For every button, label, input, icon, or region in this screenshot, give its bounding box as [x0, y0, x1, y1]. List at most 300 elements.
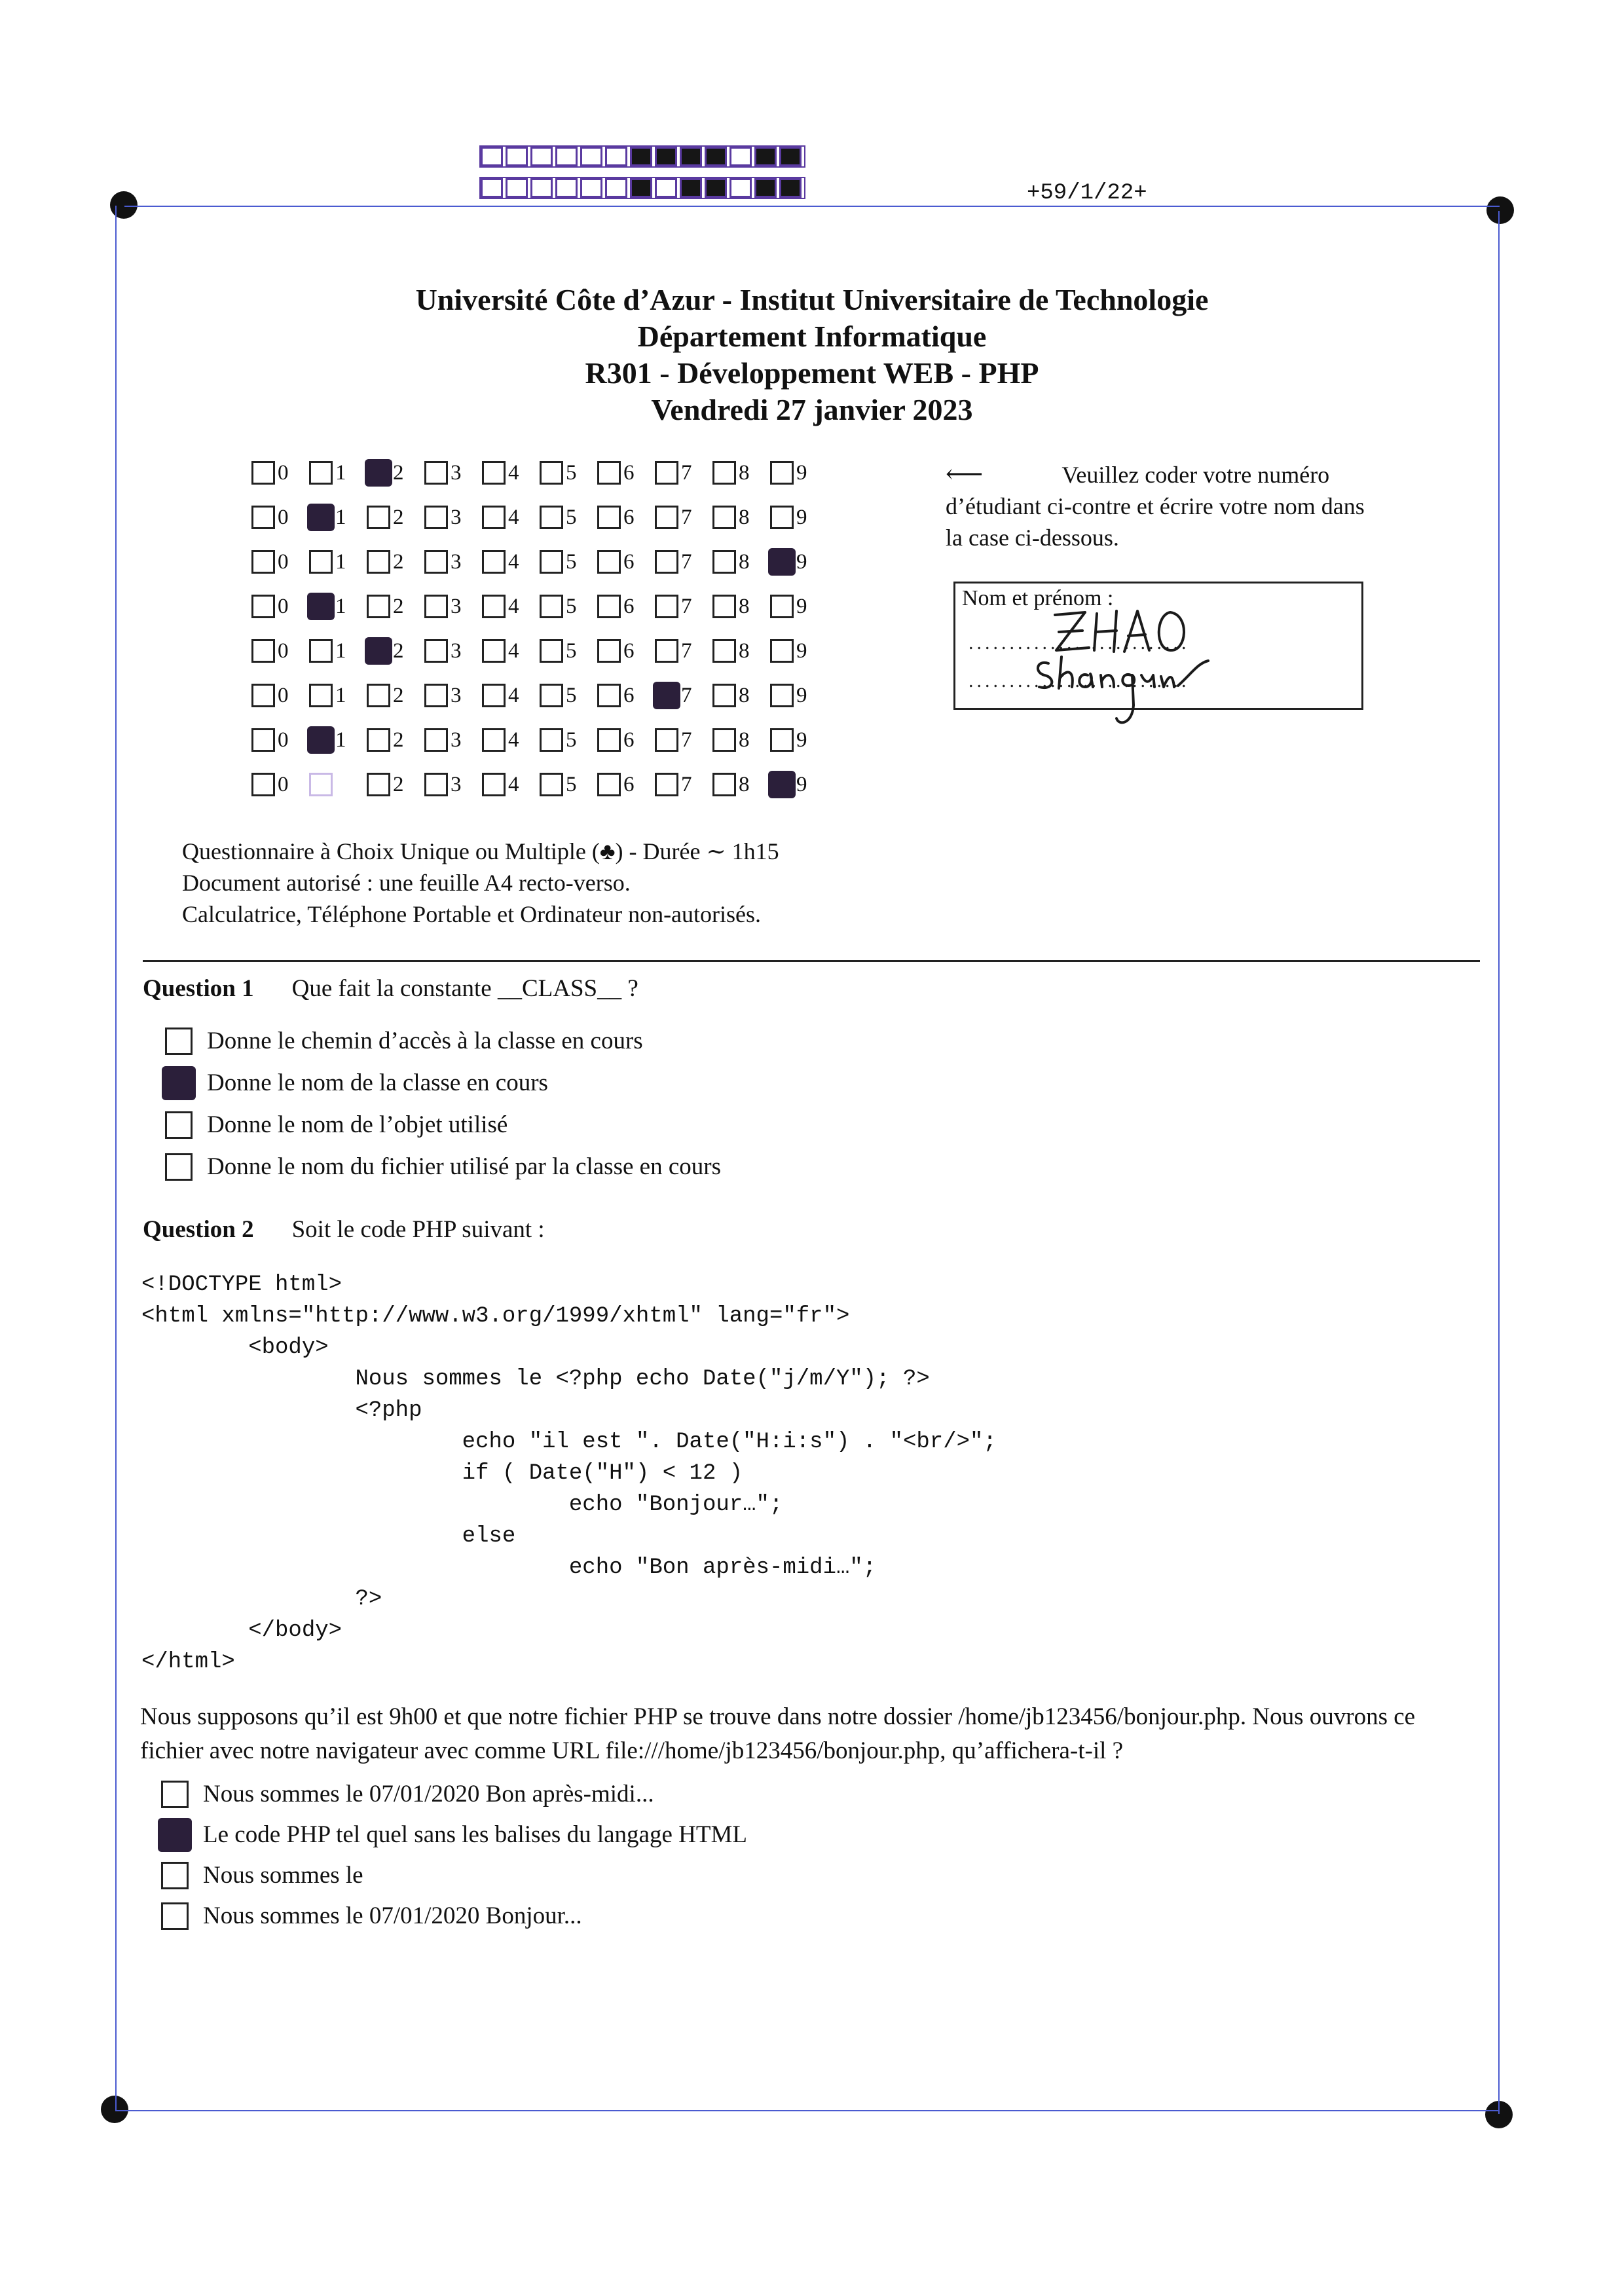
digit-option	[367, 506, 424, 530]
digit-option	[424, 595, 482, 619]
digit-option	[540, 595, 597, 619]
answer-text: Donne le nom du fichier utilisé par la classe en cours	[207, 1153, 721, 1180]
digit-label: 3	[451, 460, 462, 485]
digit-checkbox[interactable]	[597, 728, 621, 752]
digit-label: 4	[508, 549, 519, 574]
digit-label: 0	[278, 594, 289, 618]
frame-left	[115, 206, 117, 2110]
corner-mark-bottom-left	[101, 2096, 128, 2123]
answer-checkbox[interactable]	[161, 1902, 189, 1930]
name-dots-line-1: ...........................	[969, 632, 1190, 654]
digit-label: 8	[739, 594, 750, 618]
digit-checkbox[interactable]	[482, 728, 506, 752]
digit-label: 2	[393, 594, 404, 618]
digit-option	[770, 595, 828, 619]
digit-option	[251, 639, 309, 663]
question-2-label: Question 2	[143, 1216, 254, 1243]
digit-checkbox[interactable]	[540, 550, 563, 574]
digit-checkbox[interactable]	[424, 506, 448, 529]
digit-option	[482, 595, 540, 619]
digit-label: 2	[393, 683, 404, 707]
digit-label: 5	[566, 460, 577, 485]
question-1-title	[143, 974, 638, 1003]
digit-option	[251, 506, 309, 530]
digit-option	[540, 461, 597, 485]
digit-checkbox[interactable]	[309, 595, 333, 618]
digit-checkbox[interactable]	[597, 550, 621, 574]
digit-label: 8	[739, 639, 750, 663]
student-number-instructions	[946, 458, 1378, 553]
digit-option	[251, 595, 309, 619]
digit-option	[770, 773, 828, 797]
digit-option	[251, 684, 309, 708]
digit-label: 9	[796, 549, 807, 574]
digit-option	[540, 639, 597, 663]
digit-label: 0	[278, 549, 289, 574]
digit-option	[655, 773, 712, 797]
digit-option	[482, 684, 540, 708]
digit-option	[597, 684, 655, 708]
digit-checkbox[interactable]	[309, 773, 333, 796]
digit-checkbox[interactable]	[712, 728, 736, 752]
question-2-text: Soit le code PHP suivant :	[291, 1216, 545, 1243]
digit-label: 4	[508, 639, 519, 663]
digit-option	[597, 461, 655, 485]
digit-option	[712, 550, 770, 574]
digit-option	[309, 506, 367, 530]
digit-checkbox[interactable]	[309, 550, 333, 574]
digit-checkbox[interactable]	[251, 639, 275, 663]
digit-checkbox[interactable]	[597, 461, 621, 485]
question-1-text: Que fait la constante __CLASS__ ?	[291, 975, 638, 1002]
php-code-block: <!DOCTYPE html> <html xmlns="http://www.w3.org/1999/xhtml" lang="fr"> <body> Nous sommes le <?php echo Date("j/m/Y"); ?> <?php echo "il est ". Date("H:i:s") . "<br/>"; if ( Date("H") < 12 ) echo "Bonjour…"; else echo "Bon après-midi…"; ?> </body> </html>	[141, 1272, 997, 1675]
digit-option	[712, 684, 770, 708]
digit-option	[367, 728, 424, 752]
digit-checkbox[interactable]	[540, 728, 563, 752]
student-number-grid	[251, 451, 828, 807]
question-2-answer-1[interactable]	[161, 1780, 654, 1808]
digit-label: 5	[566, 772, 577, 796]
digit-label: 6	[623, 594, 635, 618]
digit-checkbox[interactable]	[424, 773, 448, 796]
digit-option	[482, 639, 540, 663]
exam-info-format: Questionnaire à Choix Unique ou Multiple (♣) - Durée ∼ 1h15	[182, 838, 779, 864]
digit-label: 3	[451, 594, 462, 618]
digit-label: 6	[623, 549, 635, 574]
digit-label: 2	[393, 728, 404, 752]
digit-label: 2	[393, 460, 404, 485]
digit-option	[655, 506, 712, 530]
exam-info-documents: Document autorisé : une feuille A4 recto-verso.	[182, 870, 631, 896]
digit-option	[597, 728, 655, 752]
header-course: R301 - Développement WEB - PHP	[585, 356, 1039, 390]
digit-checkbox[interactable]	[367, 728, 390, 752]
digit-checkbox[interactable]	[540, 639, 563, 663]
digit-checkbox[interactable]	[424, 728, 448, 752]
digit-label: 3	[451, 505, 462, 529]
digit-checkbox[interactable]	[540, 773, 563, 796]
question-1-answer-3[interactable]	[165, 1111, 507, 1139]
digit-checkbox[interactable]	[712, 550, 736, 574]
digit-checkbox[interactable]	[251, 506, 275, 529]
digit-label: 8	[739, 772, 750, 796]
digit-option	[770, 639, 828, 663]
digit-option	[424, 773, 482, 797]
answer-text: Donne le nom de la classe en cours	[207, 1069, 548, 1096]
digit-option	[655, 728, 712, 752]
digit-option	[424, 550, 482, 574]
digit-checkbox[interactable]	[424, 684, 448, 707]
digit-label: 3	[451, 549, 462, 574]
handwritten-name-signature	[1001, 595, 1276, 759]
digit-checkbox[interactable]	[712, 506, 736, 529]
digit-label: 1	[335, 505, 346, 529]
answer-text: Nous sommes le	[203, 1862, 363, 1889]
digit-label: 1	[335, 728, 346, 752]
digit-option	[367, 461, 424, 485]
digit-option	[597, 595, 655, 619]
digit-option	[251, 461, 309, 485]
digit-label: 5	[566, 728, 577, 752]
digit-checkbox[interactable]	[367, 684, 390, 707]
digit-label: 6	[623, 728, 635, 752]
digit-option	[655, 639, 712, 663]
digit-checkbox[interactable]	[770, 773, 794, 796]
digit-option	[367, 773, 424, 797]
digit-label: 1	[335, 594, 346, 618]
name-box-label: Nom et prénom :	[962, 586, 1114, 610]
digit-option	[770, 728, 828, 752]
digit-checkbox[interactable]	[712, 595, 736, 618]
digit-checkbox[interactable]	[597, 684, 621, 707]
digit-checkbox[interactable]	[597, 506, 621, 529]
digit-option	[424, 639, 482, 663]
digit-checkbox[interactable]	[770, 595, 794, 618]
digit-checkbox[interactable]	[482, 461, 506, 485]
digit-option	[367, 595, 424, 619]
digit-option	[367, 550, 424, 574]
digit-checkbox[interactable]	[540, 506, 563, 529]
digit-label: 9	[796, 772, 807, 796]
digit-checkbox[interactable]	[712, 461, 736, 485]
digit-checkbox[interactable]	[540, 595, 563, 618]
digit-checkbox[interactable]	[655, 506, 678, 529]
digit-label: 0	[278, 639, 289, 663]
digit-label: 7	[681, 505, 692, 529]
answer-checkbox[interactable]	[161, 1862, 189, 1889]
digit-option	[251, 550, 309, 574]
answer-text: Le code PHP tel quel sans les balises du langage HTML	[203, 1821, 747, 1848]
digit-label: 6	[623, 683, 635, 707]
digit-option	[770, 550, 828, 574]
digit-checkbox[interactable]	[655, 684, 678, 707]
digit-option	[482, 728, 540, 752]
digit-label: 6	[623, 505, 635, 529]
digit-option	[655, 684, 712, 708]
question-1-answer-4[interactable]	[165, 1153, 721, 1181]
digit-option	[770, 684, 828, 708]
digit-checkbox[interactable]	[770, 506, 794, 529]
digit-checkbox[interactable]	[655, 773, 678, 796]
digit-label: 0	[278, 728, 289, 752]
digit-checkbox[interactable]	[367, 595, 390, 618]
digit-checkbox[interactable]	[597, 639, 621, 663]
digit-checkbox[interactable]	[309, 728, 333, 752]
corner-mark-top-right	[1486, 196, 1514, 224]
digit-checkbox[interactable]	[251, 461, 275, 485]
digit-label: 4	[508, 505, 519, 529]
digit-checkbox[interactable]	[424, 639, 448, 663]
page-code: +59/1/22+	[1027, 181, 1147, 206]
digit-label: 5	[566, 594, 577, 618]
digit-option	[540, 773, 597, 797]
digit-checkbox[interactable]	[655, 639, 678, 663]
digit-option	[367, 639, 424, 663]
digit-checkbox[interactable]	[309, 461, 333, 485]
digit-option	[309, 773, 367, 796]
digit-option	[424, 506, 482, 530]
digit-label: 3	[451, 728, 462, 752]
digit-checkbox[interactable]	[309, 684, 333, 707]
digit-checkbox[interactable]	[540, 461, 563, 485]
digit-option	[424, 728, 482, 752]
exam-info-devices: Calculatrice, Téléphone Portable et Ordinateur non-autorisés.	[182, 901, 762, 927]
digit-checkbox[interactable]	[251, 684, 275, 707]
header-university: Université Côte d’Azur - Institut Universitaire de Technologie	[415, 283, 1209, 316]
digit-label: 2	[393, 639, 404, 663]
digit-option	[482, 773, 540, 797]
digit-option	[482, 550, 540, 574]
digit-option	[309, 639, 367, 663]
digit-label: 5	[566, 505, 577, 529]
student-number-row	[251, 495, 828, 540]
digit-checkbox[interactable]	[770, 461, 794, 485]
digit-label: 2	[393, 549, 404, 574]
digit-label: 8	[739, 549, 750, 574]
digit-checkbox[interactable]	[367, 461, 390, 485]
answer-text: Nous sommes le 07/01/2020 Bon après-midi...	[203, 1781, 654, 1807]
digit-option	[655, 461, 712, 485]
digit-label: 7	[681, 549, 692, 574]
digit-checkbox[interactable]	[367, 773, 390, 796]
digit-option	[482, 506, 540, 530]
exam-info	[182, 836, 779, 930]
digit-checkbox[interactable]	[655, 728, 678, 752]
question-2-answer-3[interactable]	[161, 1861, 363, 1889]
question-2-answer-4[interactable]	[161, 1902, 582, 1930]
exam-header	[0, 282, 1624, 428]
digit-label: 7	[681, 728, 692, 752]
digit-checkbox[interactable]	[770, 639, 794, 663]
student-number-row	[251, 584, 828, 629]
digit-checkbox[interactable]	[770, 684, 794, 707]
student-number-row	[251, 540, 828, 584]
digit-checkbox[interactable]	[482, 684, 506, 707]
instructions-text: Veuillez coder votre numéro d’étudiant ci-contre et écrire votre nom dans la case ci-dessous.	[946, 462, 1365, 551]
digit-checkbox[interactable]	[309, 639, 333, 663]
digit-option	[424, 461, 482, 485]
digit-label: 6	[623, 639, 635, 663]
digit-label: 4	[508, 772, 519, 796]
student-number-row	[251, 629, 828, 673]
digit-label: 0	[278, 505, 289, 529]
digit-label: 1	[335, 460, 346, 485]
digit-label: 7	[681, 639, 692, 663]
digit-label: 9	[796, 683, 807, 707]
digit-label: 9	[796, 728, 807, 752]
answer-checkbox[interactable]	[165, 1153, 193, 1181]
digit-checkbox[interactable]	[482, 639, 506, 663]
digit-option	[655, 595, 712, 619]
digit-option	[540, 550, 597, 574]
digit-label: 5	[566, 549, 577, 574]
digit-label: 8	[739, 460, 750, 485]
digit-checkbox[interactable]	[770, 728, 794, 752]
digit-checkbox[interactable]	[482, 550, 506, 574]
digit-option	[309, 595, 367, 619]
header-department: Département Informatique	[637, 320, 987, 353]
digit-checkbox[interactable]	[770, 550, 794, 574]
digit-label: 4	[508, 683, 519, 707]
digit-checkbox[interactable]	[367, 639, 390, 663]
digit-label: 5	[566, 639, 577, 663]
digit-label: 7	[681, 460, 692, 485]
frame-right	[1498, 211, 1500, 2114]
answer-checkbox[interactable]	[161, 1781, 189, 1808]
frame-bottom	[115, 2110, 1498, 2111]
digit-option	[712, 461, 770, 485]
digit-checkbox[interactable]	[655, 595, 678, 618]
digit-checkbox[interactable]	[597, 773, 621, 796]
digit-label: 9	[796, 594, 807, 618]
digit-option	[597, 639, 655, 663]
digit-label: 8	[739, 505, 750, 529]
header-date: Vendredi 27 janvier 2023	[651, 393, 973, 426]
digit-option	[712, 506, 770, 530]
barcode-strip-bottom	[479, 177, 805, 199]
digit-option	[251, 728, 309, 752]
digit-checkbox[interactable]	[424, 595, 448, 618]
digit-checkbox[interactable]	[424, 461, 448, 485]
question-1-answer-2[interactable]	[165, 1069, 548, 1097]
student-number-row	[251, 451, 828, 495]
digit-label: 0	[278, 683, 289, 707]
question-2-title	[143, 1215, 545, 1244]
answer-checkbox[interactable]	[161, 1821, 189, 1849]
question-2-paragraph: Nous supposons qu’il est 9h00 et que notre fichier PHP se trouve dans notre dossier /home/jb123456/bonjour.php. Nous ouvrons ce fichier avec notre navigateur avec comme URL file:///home/jb123456/bonjour.php, qu’affichera-t-il ?	[140, 1703, 1416, 1764]
answer-text: Donne le nom de l’objet utilisé	[207, 1111, 508, 1138]
digit-checkbox[interactable]	[712, 639, 736, 663]
digit-option	[712, 728, 770, 752]
digit-label: 9	[796, 505, 807, 529]
digit-label: 1	[335, 683, 346, 707]
digit-label: 1	[335, 549, 346, 574]
digit-checkbox[interactable]	[597, 595, 621, 618]
digit-option	[770, 506, 828, 530]
digit-option	[309, 461, 367, 485]
digit-label: 9	[796, 639, 807, 663]
digit-label: 3	[451, 772, 462, 796]
digit-checkbox[interactable]	[251, 773, 275, 796]
section-divider	[143, 960, 1480, 962]
left-arrow-icon: ⟵	[946, 459, 984, 489]
answer-text: Nous sommes le 07/01/2020 Bonjour...	[203, 1902, 582, 1929]
digit-checkbox[interactable]	[367, 550, 390, 574]
digit-checkbox[interactable]	[251, 728, 275, 752]
digit-checkbox[interactable]	[424, 550, 448, 574]
digit-checkbox[interactable]	[482, 773, 506, 796]
digit-checkbox[interactable]	[655, 550, 678, 574]
digit-option	[540, 506, 597, 530]
answer-checkbox[interactable]	[165, 1111, 193, 1139]
digit-option	[482, 461, 540, 485]
digit-option	[597, 773, 655, 797]
student-number-row	[251, 718, 828, 762]
digit-label: 4	[508, 728, 519, 752]
digit-label: 2	[393, 505, 404, 529]
digit-checkbox[interactable]	[309, 506, 333, 529]
digit-label: 9	[796, 460, 807, 485]
digit-label: 7	[681, 594, 692, 618]
digit-option	[655, 550, 712, 574]
digit-option	[712, 595, 770, 619]
digit-checkbox[interactable]	[482, 595, 506, 618]
digit-label: 8	[739, 683, 750, 707]
digit-label: 5	[566, 683, 577, 707]
name-box[interactable]	[953, 582, 1363, 710]
digit-label: 6	[623, 460, 635, 485]
digit-checkbox[interactable]	[712, 773, 736, 796]
digit-checkbox[interactable]	[712, 684, 736, 707]
digit-label: 7	[681, 772, 692, 796]
digit-checkbox[interactable]	[540, 684, 563, 707]
digit-option	[540, 728, 597, 752]
digit-option	[424, 684, 482, 708]
digit-label: 1	[335, 639, 346, 663]
digit-checkbox[interactable]	[482, 506, 506, 529]
digit-label: 0	[278, 460, 289, 485]
digit-checkbox[interactable]	[251, 550, 275, 574]
digit-option	[597, 550, 655, 574]
student-number-row	[251, 762, 828, 807]
digit-option	[367, 684, 424, 708]
digit-label: 2	[393, 772, 404, 796]
frame-top	[124, 206, 1500, 207]
answer-checkbox[interactable]	[165, 1028, 193, 1055]
digit-option	[597, 506, 655, 530]
digit-option	[309, 684, 367, 708]
digit-label: 3	[451, 683, 462, 707]
digit-option	[712, 773, 770, 797]
student-number-row	[251, 673, 828, 718]
digit-option	[540, 684, 597, 708]
question-1-answer-1[interactable]	[165, 1027, 643, 1055]
question-2-answer-2[interactable]	[161, 1821, 747, 1849]
barcode-strip-top	[479, 145, 805, 168]
digit-label: 8	[739, 728, 750, 752]
digit-label: 6	[623, 772, 635, 796]
digit-option	[251, 773, 309, 797]
digit-label: 4	[508, 594, 519, 618]
corner-mark-top-left	[110, 191, 138, 219]
digit-checkbox[interactable]	[655, 461, 678, 485]
digit-checkbox[interactable]	[367, 506, 390, 529]
answer-checkbox[interactable]	[165, 1069, 193, 1097]
digit-label: 4	[508, 460, 519, 485]
digit-checkbox[interactable]	[251, 595, 275, 618]
answer-text: Donne le chemin d’accès à la classe en cours	[207, 1028, 643, 1054]
question-1-label: Question 1	[143, 975, 254, 1002]
